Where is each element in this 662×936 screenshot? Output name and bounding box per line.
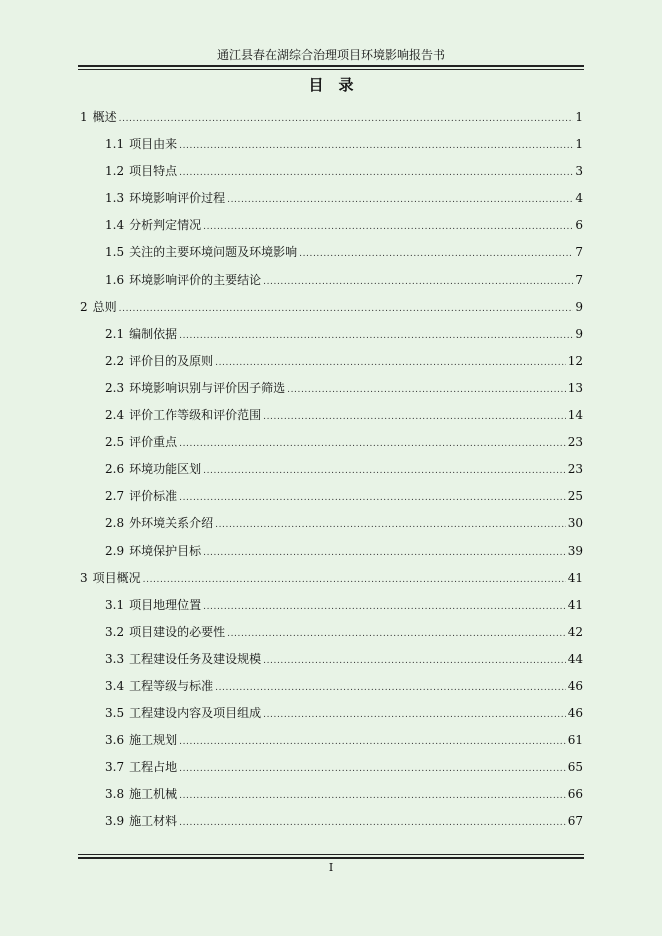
toc-entry-page: 4 <box>575 191 583 206</box>
toc-entry[interactable] <box>80 597 583 624</box>
toc-dot-leader <box>179 490 566 506</box>
toc-entry-number: 3.2 <box>105 624 125 639</box>
toc-entry[interactable] <box>80 353 583 380</box>
toc-entry-page: 67 <box>567 814 583 829</box>
toc-entry-label: 项目概况 <box>92 570 141 585</box>
toc-entry-label: 评价目的及原则 <box>129 353 214 368</box>
toc-entry-page: 9 <box>575 299 583 314</box>
toc-entry[interactable] <box>80 163 583 190</box>
footer-rule-thin <box>78 854 584 855</box>
toc-entry-label: 施工材料 <box>129 814 178 829</box>
toc-entry[interactable] <box>80 407 583 434</box>
toc-entry[interactable] <box>80 651 583 678</box>
toc-dot-leader <box>179 734 566 750</box>
toc-entry-page: 9 <box>575 326 583 341</box>
toc-entry-page: 6 <box>575 218 583 233</box>
toc-entry[interactable] <box>80 705 583 732</box>
toc-entry-label: 环境功能区划 <box>129 462 202 477</box>
toc-dot-leader <box>263 653 566 669</box>
toc-entry-number: 3.3 <box>105 651 125 666</box>
toc-dot-leader <box>179 138 573 154</box>
toc-dot-leader <box>215 517 566 533</box>
toc-entry-label: 工程占地 <box>129 760 178 775</box>
toc-entry-label: 分析判定情况 <box>129 218 202 233</box>
toc-entry-number: 1 <box>80 110 88 124</box>
toc-entry[interactable] <box>80 759 583 786</box>
toc-entry-page: 23 <box>567 462 583 477</box>
toc-entry-page: 42 <box>567 624 583 639</box>
footer-rule-thick <box>78 857 584 859</box>
toc-entry-label: 环境保护目标 <box>129 543 202 558</box>
toc-entry[interactable] <box>80 678 583 705</box>
toc-dot-leader <box>227 626 566 642</box>
toc-entry-label: 总则 <box>92 299 117 314</box>
toc-entry[interactable] <box>80 515 583 542</box>
toc-entry[interactable] <box>80 109 583 136</box>
toc-entry-page: 13 <box>567 380 583 395</box>
toc-entry-number: 1.2 <box>105 164 125 179</box>
toc-entry-label: 施工机械 <box>129 787 178 802</box>
toc-entry-page: 12 <box>567 353 583 368</box>
toc-entry-page: 41 <box>567 570 583 585</box>
toc-entry[interactable] <box>80 136 583 163</box>
toc-entry-number: 3.9 <box>105 814 125 829</box>
toc-dot-leader <box>299 246 573 262</box>
toc-entry-label: 编制依据 <box>129 326 178 341</box>
toc-entry-number: 2.5 <box>105 435 125 450</box>
toc-entry-number: 3.1 <box>105 597 125 612</box>
toc-dot-leader <box>119 301 574 317</box>
toc-entry-number: 3.8 <box>105 787 125 802</box>
toc-entry-page: 3 <box>575 164 583 179</box>
toc-entry-number: 2 <box>80 299 88 314</box>
toc-entry-page: 30 <box>567 516 583 531</box>
toc-entry-page: 14 <box>567 408 583 423</box>
toc-entry-number: 2.1 <box>105 326 125 341</box>
toc-entry-label: 施工规划 <box>129 733 178 748</box>
toc-entry-page: 46 <box>567 678 583 693</box>
toc-entry-page: 65 <box>567 760 583 775</box>
document-title: 通江县春在湖综合治理项目环境影响报告书 <box>216 48 445 62</box>
toc-entry-label: 工程等级与标准 <box>129 678 214 693</box>
toc-entry[interactable] <box>80 434 583 461</box>
toc-entry-page: 41 <box>567 597 583 612</box>
toc-entry-label: 评价工作等级和评价范围 <box>129 408 262 423</box>
toc-entry[interactable] <box>80 190 583 217</box>
toc-dot-leader <box>203 599 566 615</box>
toc-entry[interactable] <box>80 732 583 759</box>
toc-entry-number: 1.3 <box>105 191 125 206</box>
toc-entry-page: 23 <box>567 435 583 450</box>
toc-dot-leader <box>227 192 573 208</box>
toc-entry[interactable] <box>80 299 583 326</box>
toc-entry-label: 外环境关系介绍 <box>129 516 214 531</box>
toc-entry-label: 评价重点 <box>129 435 178 450</box>
toc-dot-leader <box>215 680 566 696</box>
toc-entry-number: 3.4 <box>105 678 125 693</box>
toc-entry-page: 44 <box>567 651 583 666</box>
toc-entry-number: 2.7 <box>105 489 125 504</box>
toc-entry-page: 7 <box>575 272 583 287</box>
toc-entry-number: 2.4 <box>105 408 125 423</box>
toc-dot-leader <box>179 761 566 777</box>
toc-entry[interactable] <box>80 461 583 488</box>
toc-dot-leader <box>203 463 566 479</box>
toc-entry-label: 关注的主要环境问题及环境影响 <box>129 245 298 260</box>
toc-entry-number: 2.9 <box>105 543 125 558</box>
toc-entry-number: 2.8 <box>105 516 125 531</box>
toc-entry-number: 1.5 <box>105 245 125 260</box>
toc-entry-number: 3.7 <box>105 760 125 775</box>
header-rule-thick <box>78 65 584 67</box>
toc-entry-page: 61 <box>567 733 583 748</box>
toc-entry[interactable] <box>80 624 583 651</box>
toc-dot-leader <box>179 165 573 181</box>
toc-entry-number: 1.4 <box>105 218 125 233</box>
toc-dot-leader <box>215 355 566 371</box>
toc-entry-label: 环境影响评价的主要结论 <box>129 272 262 287</box>
toc-entry[interactable] <box>80 217 583 244</box>
toc-entry-label: 工程建设任务及建设规模 <box>129 651 262 666</box>
toc-entry-number: 1.6 <box>105 272 125 287</box>
toc-entry[interactable] <box>80 488 583 515</box>
toc-entry-number: 1.1 <box>105 137 125 152</box>
toc-entry[interactable] <box>80 326 583 353</box>
toc-dot-leader <box>263 274 573 290</box>
toc-entry-number: 2.2 <box>105 353 125 368</box>
toc-entry-label: 项目建设的必要性 <box>129 624 226 639</box>
toc-entry[interactable] <box>80 380 583 407</box>
toc-entry[interactable] <box>80 543 583 570</box>
toc-dot-leader <box>287 382 566 398</box>
toc-entry-page: 7 <box>575 245 583 260</box>
toc-dot-leader <box>263 707 566 723</box>
toc-entry-page: 1 <box>575 110 583 124</box>
toc-entry[interactable] <box>80 244 583 271</box>
toc-dot-leader <box>203 545 566 561</box>
toc-dot-leader <box>143 572 566 588</box>
toc-entry-number: 3.5 <box>105 706 125 721</box>
toc-entry-label: 环境影响评价过程 <box>129 191 226 206</box>
toc-dot-leader <box>263 409 566 425</box>
toc-dot-leader <box>179 788 566 804</box>
toc-dot-leader <box>179 815 566 831</box>
toc-entry-page: 39 <box>567 543 583 558</box>
header-rule-thin <box>78 69 584 70</box>
toc-entry[interactable] <box>80 786 583 813</box>
toc-dot-leader <box>179 328 573 344</box>
toc-entry-page: 25 <box>567 489 583 504</box>
toc-entry-number: 3 <box>80 570 88 585</box>
toc-entry-label: 项目由来 <box>129 137 178 152</box>
toc-dot-leader <box>119 111 574 127</box>
toc-dot-leader <box>203 219 573 235</box>
toc-entry[interactable] <box>80 570 583 597</box>
toc-entry-number: 3.6 <box>105 733 125 748</box>
toc-entry-label: 项目地理位置 <box>129 597 202 612</box>
toc-entry-label: 概述 <box>92 110 117 124</box>
toc-entry-label: 评价标准 <box>129 489 178 504</box>
toc-entry-number: 2.3 <box>105 380 125 395</box>
toc-title: 目 录 <box>308 76 354 94</box>
toc-entry-page: 1 <box>575 137 583 152</box>
toc-entry-page: 66 <box>567 787 583 802</box>
toc-entry-label: 工程建设内容及项目组成 <box>129 706 262 721</box>
toc-entry-label: 环境影响识别与评价因子筛选 <box>129 380 286 395</box>
toc-entry-number: 2.6 <box>105 462 125 477</box>
toc-entry[interactable] <box>80 813 583 840</box>
toc-dot-leader <box>179 436 566 452</box>
toc-entry-page: 46 <box>567 706 583 721</box>
toc-entry-label: 项目特点 <box>129 164 178 179</box>
page-number: I <box>328 861 334 874</box>
table-of-contents <box>80 109 583 841</box>
toc-entry[interactable] <box>80 272 583 299</box>
